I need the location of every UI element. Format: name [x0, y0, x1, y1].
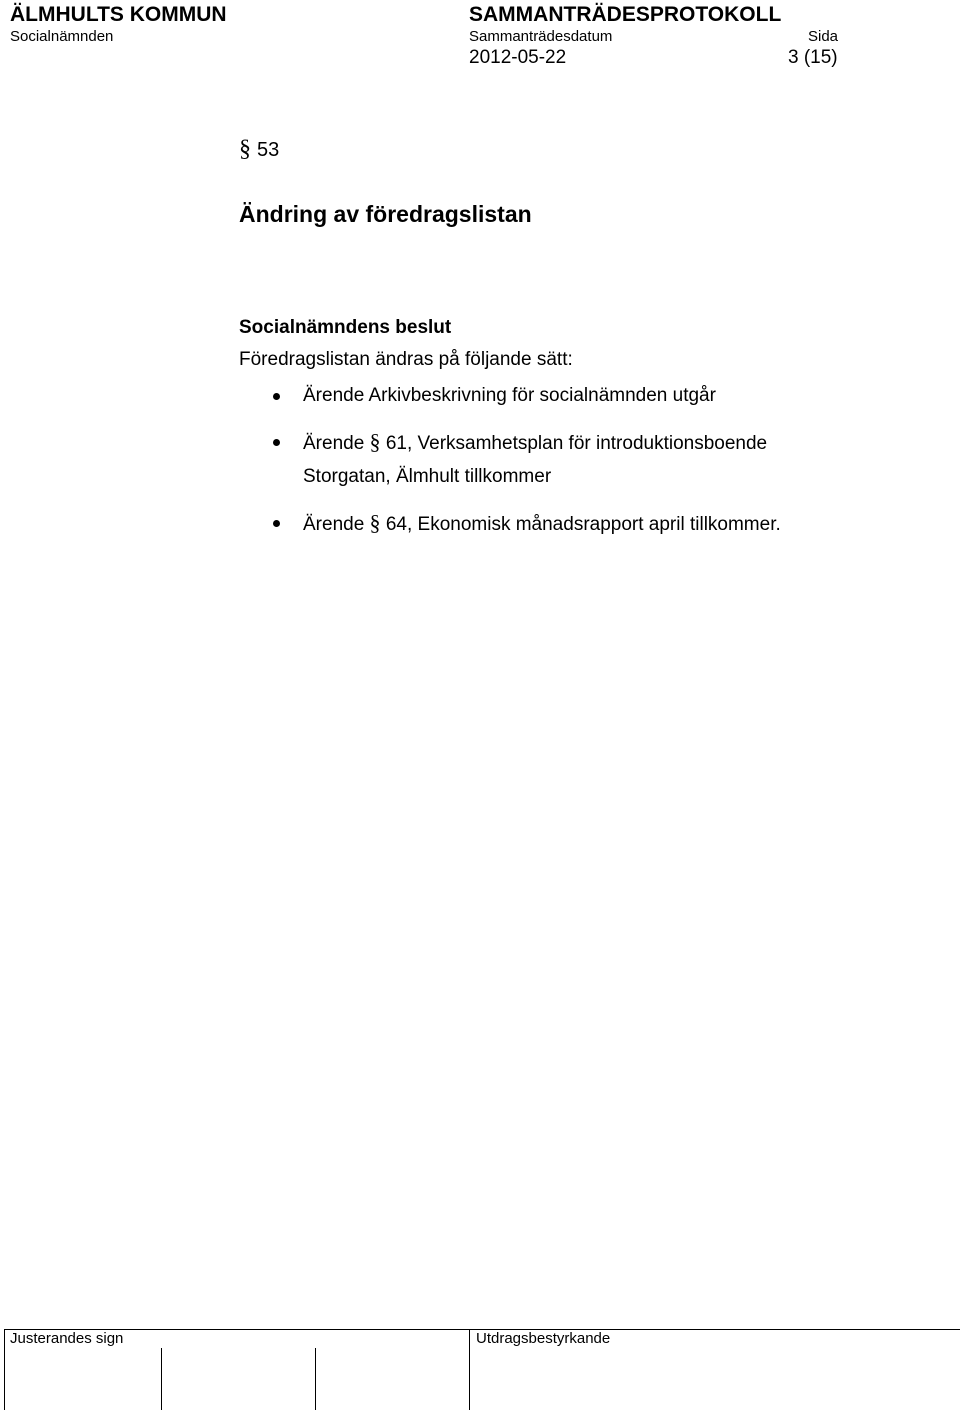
section-title: Ändring av föredragslistan	[239, 201, 532, 227]
bullet-icon	[273, 439, 280, 446]
bullet-icon	[273, 520, 280, 527]
bullet-icon	[273, 393, 280, 400]
list-item-prefix: Ärende	[303, 514, 370, 535]
committee-name: Socialnämnden	[10, 28, 114, 45]
signature-box-divider	[469, 1329, 470, 1410]
list-item-prefix: Ärende	[303, 433, 370, 454]
section-sign-icon: §	[369, 510, 381, 535]
signature-box-divider	[161, 1348, 162, 1410]
date-label: Sammanträdesdatum	[469, 28, 613, 45]
list-item-continuation: Storgatan, Älmhult tillkommer	[303, 466, 552, 487]
paragraph-number	[239, 136, 279, 163]
paragraph-number-value: 53	[257, 139, 280, 161]
signature-box-divider	[315, 1348, 316, 1410]
meeting-date: 2012-05-22	[469, 47, 567, 68]
list-item	[303, 511, 781, 537]
list-item: Ärende Arkivbeskrivning för socialnämnden utgår	[303, 385, 716, 406]
page-label: Sida	[808, 28, 839, 45]
signers-label: Justerandes sign	[10, 1330, 124, 1347]
list-item	[303, 430, 767, 456]
section-sign-icon: §	[239, 136, 251, 162]
decision-intro: Föredragslistan ändras på följande sätt:	[239, 349, 573, 370]
signature-box-border	[4, 1329, 5, 1410]
decision-heading: Socialnämndens beslut	[239, 317, 452, 338]
page-number: 3 (15)	[788, 47, 838, 68]
document-type: SAMMANTRÄDESPROTOKOLL	[469, 3, 782, 26]
section-sign-icon: §	[369, 429, 381, 454]
list-item-text: 64, Ekonomisk månadsrapport april tillkommer.	[380, 514, 781, 535]
certification-label: Utdragsbestyrkande	[476, 1330, 611, 1347]
list-item-text: 61, Verksamhetsplan för introduktionsboende	[380, 433, 768, 454]
organization-name: ÄLMHULTS KOMMUN	[10, 3, 227, 26]
